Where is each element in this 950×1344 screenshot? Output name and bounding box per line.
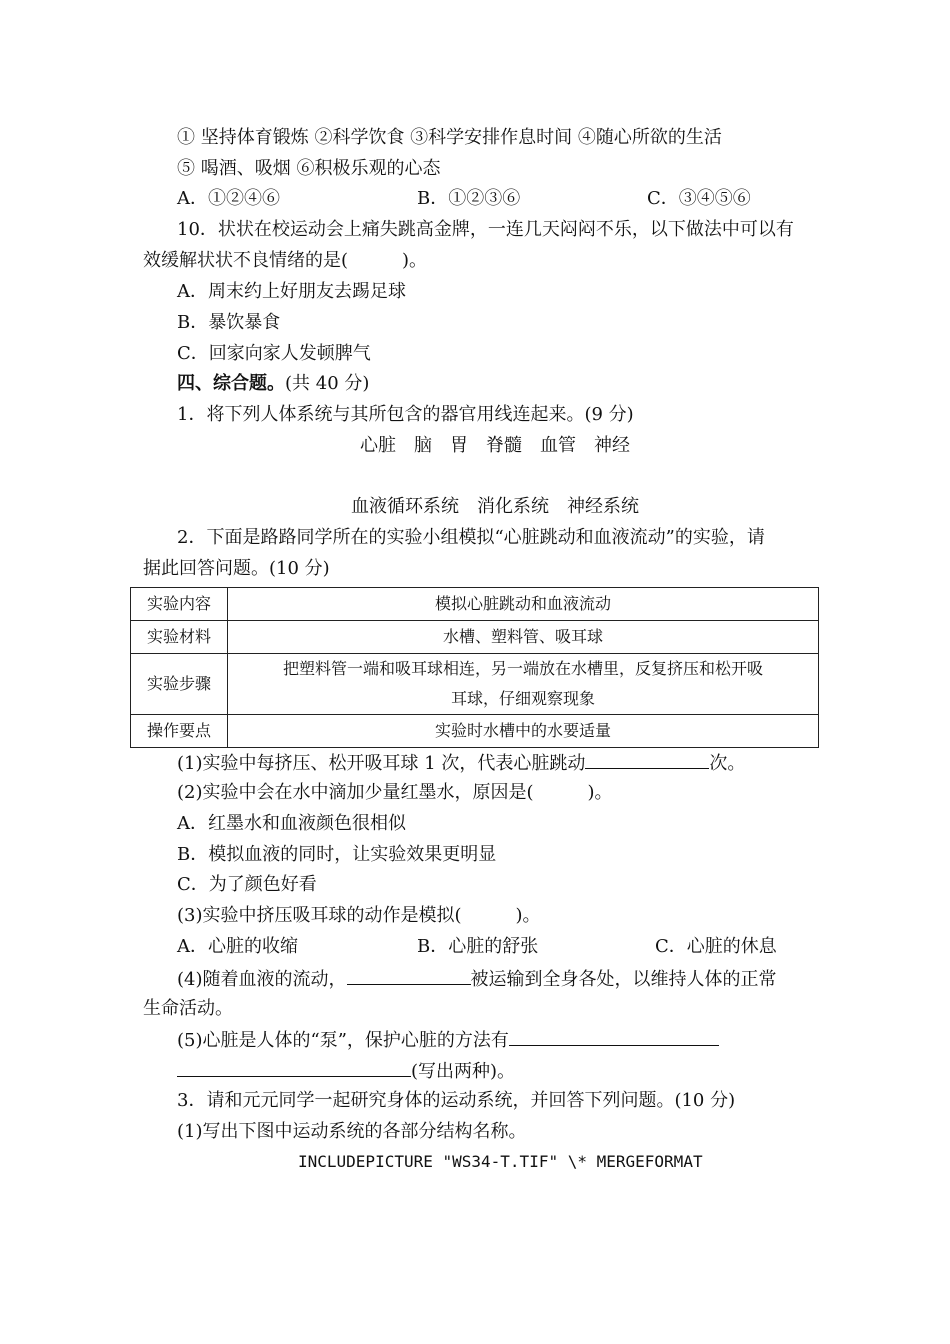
table-label-materials: 实验材料 [131,621,228,654]
q2-sub3-option-a: A．心脏的收缩 [177,936,298,957]
q9-option-a: A．①②④⑥ [177,188,280,209]
section4-score: (共 40 分) [285,373,370,394]
table-row [131,715,819,748]
section4-heading [177,372,369,396]
q2-sub3: (3)实验中挤压吸耳球的动作是模拟( )。 [177,905,541,926]
q9-items-line1: ① 坚持体育锻炼 ②科学饮食 ③科学安排作息时间 ④随心所欲的生活 [177,127,722,148]
experiment-table [130,587,819,748]
table-row [131,588,819,621]
table-value-materials: 水槽、塑料管、吸耳球 [228,621,819,654]
table-row [131,621,819,654]
q2-sub4-line2: 生命活动。 [143,998,233,1019]
table-label-content: 实验内容 [131,588,228,621]
table-label-key-points: 操作要点 [131,715,228,748]
q2-sub5-suffix: (写出两种)。 [411,1061,516,1082]
table-row [131,654,819,715]
table-label-steps: 实验步骤 [131,654,228,715]
q2-stem-line2: 据此回答问题。(10 分) [143,558,330,579]
q2-sub2: (2)实验中会在水中滴加少量红墨水，原因是( )。 [177,782,613,803]
q9-option-b: B．①②③⑥ [417,188,521,209]
q2-sub3-option-b: B．心脏的舒张 [417,936,539,957]
table-value-key-points: 实验时水槽中的水要适量 [228,715,819,748]
q10-option-b: B．暴饮暴食 [177,312,281,333]
q2-sub5-line2 [177,1058,515,1084]
answer-blank[interactable] [177,1058,411,1077]
table-value-steps-line2: 耳球，仔细观察现象 [450,689,595,708]
q10-stem-line2: 效缓解状状不良情绪的是( )。 [143,250,428,271]
q2-sub5 [177,1027,719,1053]
q2-sub1-text: (1)实验中每挤压、松开吸耳球 1 次，代表心脏跳动 [177,753,586,774]
q10-option-c: C．回家向家人发顿脾气 [177,343,371,364]
q2-sub2-option-b: B．模拟血液的同时，让实验效果更明显 [177,844,497,865]
q2-sub4 [177,966,777,992]
q1-systems: 血液循环系统 消化系统 神经系统 [351,496,639,517]
q1-organs: 心脏 脑 胃 脊髓 血管 神经 [360,435,630,456]
answer-blank[interactable] [585,750,709,769]
answer-blank[interactable] [509,1027,719,1046]
q3-sub1: (1)写出下图中运动系统的各部分结构名称。 [177,1121,527,1142]
q2-sub2-option-a: A．红墨水和血液颜色很相似 [177,813,406,834]
q2-sub2-option-c: C．为了颜色好看 [177,874,317,895]
q9-option-c: C．③④⑤⑥ [647,188,751,209]
answer-blank[interactable] [347,966,471,985]
q2-sub1 [177,750,745,776]
q10-stem-line1: 10．状状在校运动会上痛失跳高金牌，一连几天闷闷不乐，以下做法中可以有 [177,219,794,240]
q10-option-a: A．周末约上好朋友去踢足球 [177,281,406,302]
q9-items-line2: ⑤ 喝酒、吸烟 ⑥积极乐观的心态 [177,158,441,179]
section4-title: 四、综合题。 [177,373,285,394]
q3-stem: 3．请和元元同学一起研究身体的运动系统，并回答下列问题。(10 分) [177,1090,736,1111]
q1-stem: 1．将下列人体系统与其所包含的器官用线连起来。(9 分) [177,404,634,425]
table-value-steps-line1: 把塑料管一端和吸耳球相连，另一端放在水槽里，反复挤压和松开吸 [282,659,763,678]
table-value-content: 模拟心脏跳动和血液流动 [228,588,819,621]
q2-sub4-text: (4)随着血液的流动， [177,969,347,990]
q2-sub4-suffix: 被运输到全身各处，以维持人体的正常 [470,969,777,990]
field-code-placeholder: INCLUDEPICTURE "WS34-T.TIF" \* MERGEFORMAT [298,1152,703,1171]
q2-sub5-text: (5)心脏是人体的“泵”，保护心脏的方法有 [177,1030,509,1051]
table-value-steps [228,654,819,715]
q2-sub3-option-c: C．心脏的休息 [655,936,777,957]
q2-stem-line1: 2．下面是路路同学所在的实验小组模拟“心脏跳动和血液流动”的实验，请 [177,527,765,548]
q2-sub1-suffix: 次。 [709,753,746,774]
